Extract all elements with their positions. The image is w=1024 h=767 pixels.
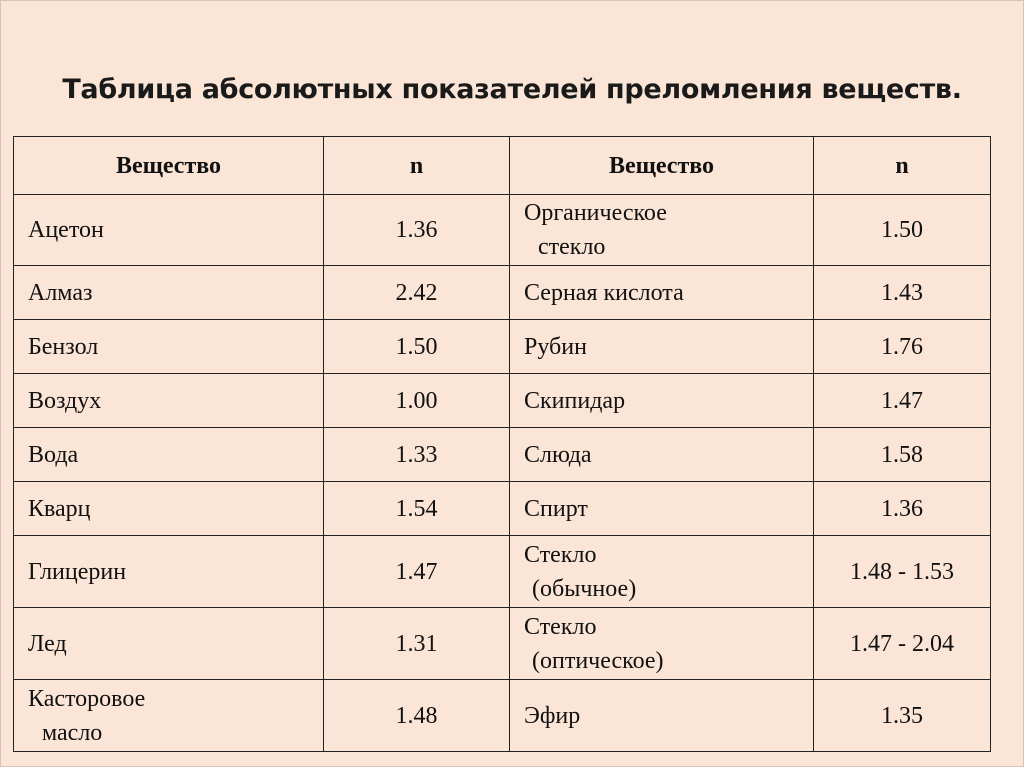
table-row: [14, 680, 991, 752]
page-title: Таблица абсолютных показателей преломления веществ.: [62, 74, 962, 105]
refractive-index-cell: 1.50: [324, 320, 510, 374]
table-row: [14, 320, 991, 374]
substance-name: Кварц: [28, 495, 91, 522]
substance-cell: [14, 680, 324, 752]
refractive-index-cell: 1.00: [324, 374, 510, 428]
substance-name: Вода: [28, 441, 79, 468]
refraction-table: [13, 136, 991, 752]
refractive-index-cell: 1.31: [324, 608, 510, 680]
refractive-index-cell: 1.58: [814, 428, 991, 482]
substance-name: Касторовое: [28, 685, 146, 712]
substance-cell: [510, 536, 814, 608]
substance-name: Глицерин: [28, 558, 127, 585]
substance-name-continued: стекло: [532, 234, 606, 260]
refractive-index-cell: 1.33: [324, 428, 510, 482]
table-row: [14, 428, 991, 482]
substance-name: Скипидар: [524, 387, 626, 414]
substance-name: Органическое: [524, 200, 667, 226]
refractive-index-cell: 1.43: [814, 266, 991, 320]
column-header-n: n: [324, 137, 510, 195]
table-row: [14, 266, 991, 320]
substance-name: Стекло: [524, 613, 597, 640]
column-header-n: n: [814, 137, 991, 195]
substance-name: Алмаз: [28, 279, 93, 306]
substance-name: Стекло: [524, 541, 597, 568]
substance-name: Ацетон: [28, 217, 104, 243]
substance-cell: [510, 374, 814, 428]
refractive-index-cell: 2.42: [324, 266, 510, 320]
substance-cell: [510, 482, 814, 536]
substance-name: Слюда: [524, 441, 592, 468]
substance-name: Лед: [28, 630, 67, 657]
substance-cell: [14, 320, 324, 374]
substance-cell: [510, 195, 814, 266]
substance-cell: [14, 374, 324, 428]
substance-name: Бензол: [28, 333, 99, 360]
table-row: [14, 536, 991, 608]
refractive-index-cell: 1.50: [814, 195, 991, 266]
table-row: [14, 608, 991, 680]
refractive-index-cell: 1.76: [814, 320, 991, 374]
substance-name-continued: (обычное): [532, 575, 637, 602]
table-header-row: [14, 137, 991, 195]
substance-cell: [510, 428, 814, 482]
refractive-index-cell: 1.47: [814, 374, 991, 428]
substance-name: Воздух: [28, 387, 102, 414]
refractive-index-cell: 1.48: [324, 680, 510, 752]
refractive-index-cell: 1.36: [814, 482, 991, 536]
substance-cell: [510, 320, 814, 374]
substance-cell: [14, 482, 324, 536]
column-header-substance: Вещество: [510, 137, 814, 195]
substance-cell: [14, 608, 324, 680]
substance-cell: [510, 266, 814, 320]
column-header-substance: Вещество: [14, 137, 324, 195]
refractive-index-cell: 1.54: [324, 482, 510, 536]
substance-name: Спирт: [524, 495, 588, 522]
substance-cell: [510, 608, 814, 680]
refractive-index-cell: 1.47 - 2.04: [814, 608, 991, 680]
substance-name: Рубин: [524, 333, 587, 360]
substance-name-continued: масло: [36, 719, 103, 746]
refractive-index-cell: 1.36: [324, 195, 510, 266]
substance-name-continued: (оптическое): [532, 647, 664, 674]
substance-cell: [14, 428, 324, 482]
table-row: [14, 482, 991, 536]
substance-cell: [14, 266, 324, 320]
refractive-index-cell: 1.47: [324, 536, 510, 608]
table-body: [14, 195, 991, 752]
refractive-index-cell: 1.48 - 1.53: [814, 536, 991, 608]
substance-cell: [510, 680, 814, 752]
table-row: [14, 374, 991, 428]
substance-name: Серная кислота: [524, 279, 684, 306]
substance-cell: [14, 536, 324, 608]
substance-name: Эфир: [524, 702, 581, 729]
substance-cell: [14, 195, 324, 266]
table-row: [14, 195, 991, 266]
refractive-index-cell: 1.35: [814, 680, 991, 752]
